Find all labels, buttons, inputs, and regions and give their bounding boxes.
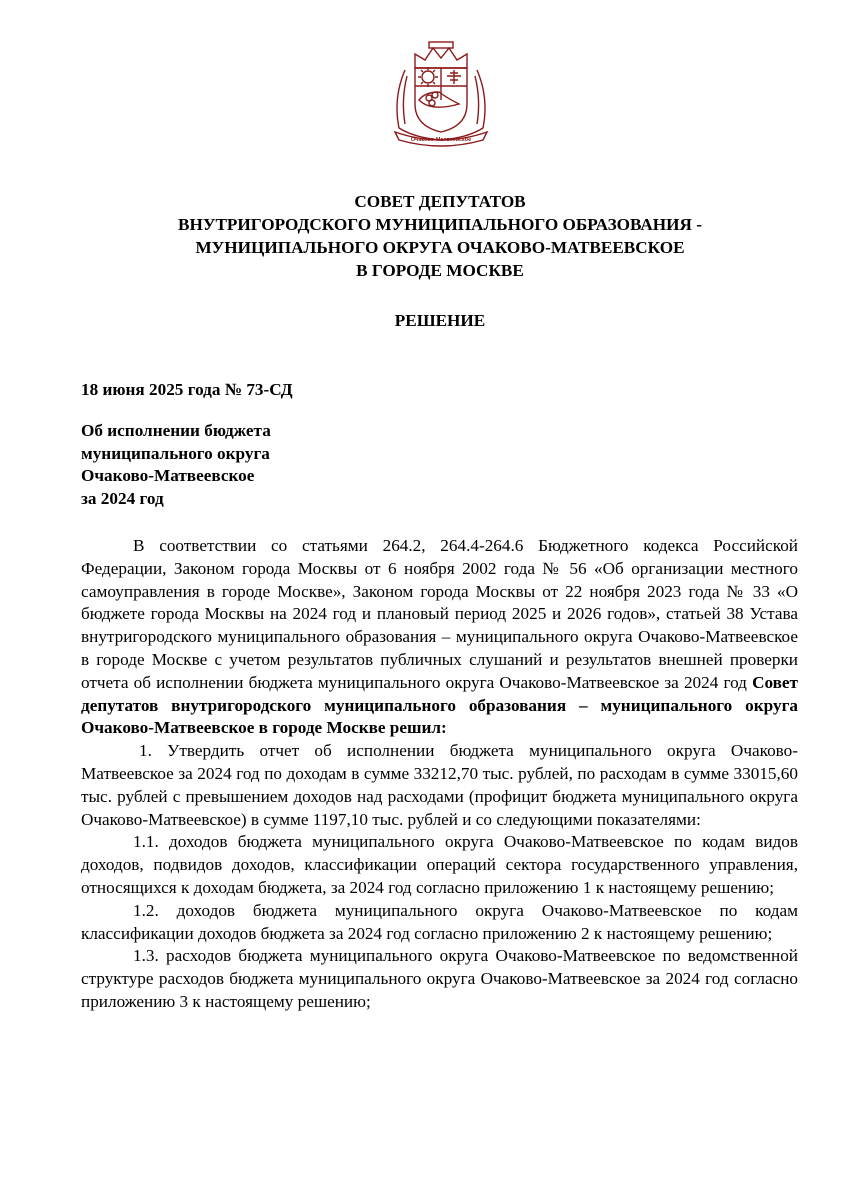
preamble-text: В соответствии со статьями 264.2, 264.4-264.6 Бюджетного кодекса Российской Федерации, Законом города Москвы от 6 ноября 2002 года № 56 «Об организации местного самоуправления в городе Москве», Законом города Москвы от 22 ноября 2023 года № 33 «О бюджете города Москвы на 2024 год и плановый период 2025 и 2026 годов», статьей 38 Устава внутригородского муниципального образования – муниципального округа Очаково-Матвеевское в городе Москве с учетом результатов публичных слушаний и результатов внешней проверки отчета об исполнении бюджета муниципального округа Очаково-Матвеевское за 2024 год [81,536,798,692]
heading-line: СОВЕТ ДЕПУТАТОВ [354,192,526,211]
subject-line: Об исполнении бюджета [81,421,271,440]
heading-line: В ГОРОДЕ МОСКВЕ [356,261,524,280]
document-body [81,535,798,1014]
preamble-resolution: Совет депутатов внутригородского муниципального образования – муниципального округа Очаково-Матвеевское в городе Москве решил: [81,672,798,738]
emblem-ribbon-text: Очаково-Матвеевское [410,137,472,143]
heading-line: ВНУТРИГОРОДСКОГО МУНИЦИПАЛЬНОГО ОБРАЗОВАНИЯ - [178,215,702,234]
preamble-paragraph [81,535,798,740]
subject-line: муниципального округа [81,443,270,463]
decision-date-number: 18 июня 2025 года № 73-СД [81,380,293,399]
subject-line: Очаково-Матвеевское [81,466,255,485]
decision-subject [81,420,271,510]
item-1-2: 1.2. доходов бюджета муниципального округа Очаково-Матвеевское по кодам классификации доходов бюджета за 2024 год согласно приложению 2 к настоящему решению; [81,900,798,943]
document-heading [60,190,820,282]
item-1-3: 1.3. расходов бюджета муниципального округа Очаково-Матвеевское по ведомственной структуре расходов бюджета муниципального округа Очаково-Матвеевское за 2024 год согласно приложению 3 к настоящему решению; [81,946,798,1011]
heading-line: МУНИЦИПАЛЬНОГО ОКРУГА ОЧАКОВО-МАТВЕЕВСКОЕ [195,238,685,257]
ochakovo-matveevskoe-coat-of-arms-icon [385,40,497,148]
subject-line: за 2024 год [81,488,164,508]
item-1: 1. Утвердить отчет об исполнении бюджета муниципального округа Очаково-Матвеевское за 2024 год по доходам в сумме 33212,70 тыс. рублей, по расходам в сумме 33015,60 тыс. рублей с превышением доходов над расходами (профицит бюджета муниципального округа Очаково-Матвеевское) в сумме 1197,10 тыс. рублей и со следующими показателями: [81,741,798,829]
decision-title: РЕШЕНИЕ [394,311,486,330]
item-1-1: 1.1. доходов бюджета муниципального округа Очаково-Матвеевское по кодам видов доходов, подвидов доходов, классификации операций сектора государственного управления, относящихся к доходам бюджета, за 2024 год согласно приложению 1 к настоящему решению; [81,832,798,897]
